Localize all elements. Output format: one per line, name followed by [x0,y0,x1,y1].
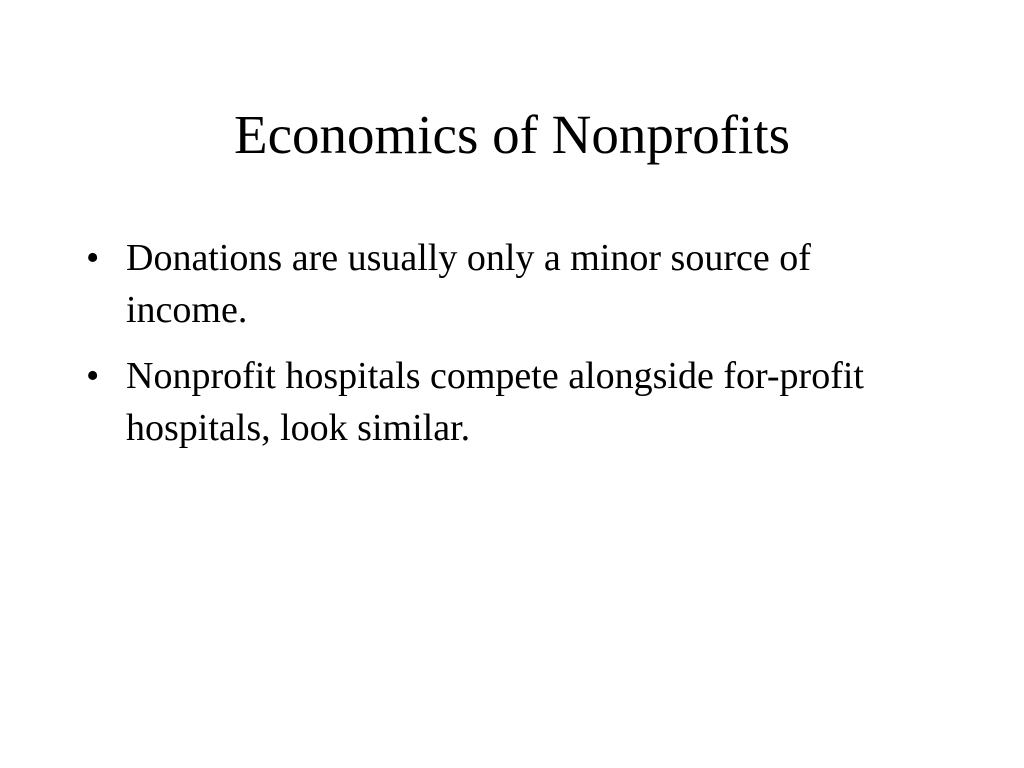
bullet-marker: • [86,355,100,397]
bullet-text: Donations are usually only a minor source of income. [126,237,811,331]
bullet-item-hospitals [86,350,926,454]
bullet-marker: • [86,237,100,279]
slide-title: Economics of Nonprofits [233,104,790,165]
bullet-list [86,232,926,468]
bullet-text: Nonprofit hospitals compete alongside for-profit hospitals, look similar. [126,355,864,449]
bullet-item-donations [86,232,926,336]
